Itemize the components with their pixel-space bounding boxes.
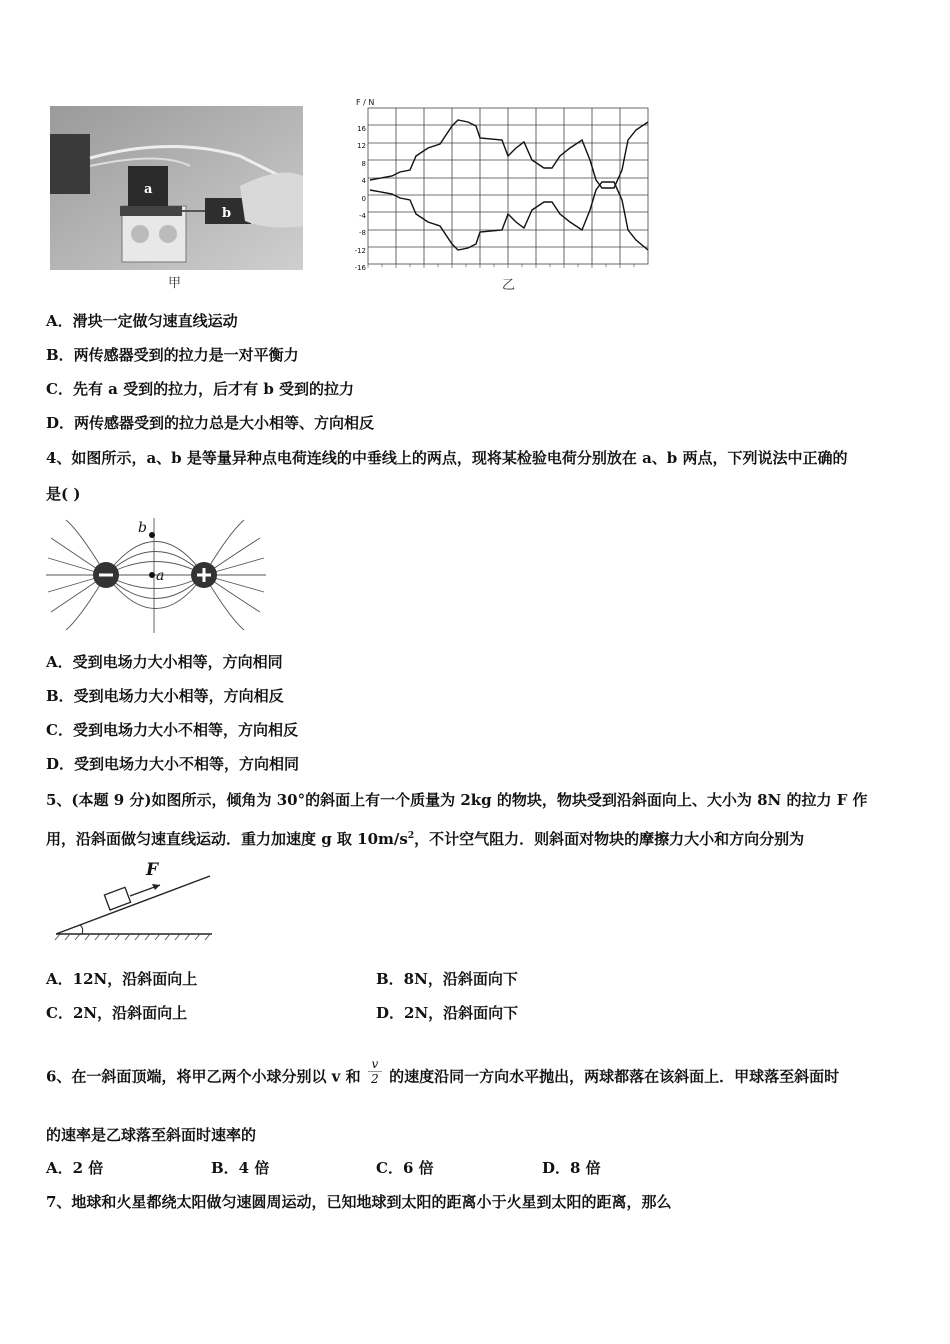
graph-y-ticks: [352, 121, 366, 278]
q5-option-a: A．12N，沿斜面向上: [46, 970, 198, 988]
graph-axis-label: F / N: [356, 98, 375, 107]
q5-option-c: C．2N，沿斜面向上: [46, 1004, 188, 1022]
photo-label-a: a: [144, 182, 153, 197]
q5-stem-line1: 5、(本题 9 分)如图所示，倾角为 30°的斜面上有一个质量为 2kg 的物块，物块受到沿斜面向上、大小为 8N 的拉力 F 作: [46, 791, 868, 809]
q4-option-a: A．受到电场力大小相等，方向相同: [46, 653, 283, 671]
tick-label: -16: [354, 264, 366, 273]
q4-option-b: B．受到电场力大小相等，方向相反: [46, 687, 284, 705]
q3-option-c: C．先有 a 受到的拉力，后才有 b 受到的拉力: [46, 380, 355, 398]
q3-option-b: B．两传感器受到的拉力是一对平衡力: [46, 346, 299, 364]
q3-option-d: D．两传感器受到的拉力总是大小相等、方向相反: [46, 414, 375, 432]
incline-force-label: F: [146, 860, 159, 880]
q5-stem-line2: [46, 826, 804, 849]
q3-option-a: A．滑块一定做匀速直线运动: [46, 312, 238, 330]
graph-caption: 乙: [502, 278, 516, 293]
q6-fraction-numerator: v: [368, 1057, 382, 1072]
field-label-b: b: [138, 520, 147, 536]
q4-stem-line2: 是( ): [46, 485, 81, 503]
q6-option-b: B．4 倍: [211, 1159, 270, 1177]
field-label-a: a: [156, 568, 165, 584]
q6-fraction: [368, 1057, 382, 1086]
q5-stem-line2-a: 用，沿斜面做匀速直线运动．重力加速度 g 取 10m/s: [46, 830, 408, 848]
q5-stem-sup: 2: [407, 831, 415, 841]
photo-label-b: b: [222, 206, 232, 221]
tick-label: 12: [357, 142, 366, 151]
incline-diagram: [52, 860, 218, 944]
q4-stem-line1: 4、如图所示，a、b 是等量异种点电荷连线的中垂线上的两点，现将某检验电荷分别放在 a、b 两点，下列说法中正确的: [46, 449, 848, 467]
tick-label: -12: [354, 246, 366, 255]
q5-option-b: B．8N，沿斜面向下: [376, 970, 518, 988]
photo-caption: 甲: [168, 276, 182, 291]
incline-figure: [52, 860, 218, 944]
electric-field-figure: [46, 518, 266, 633]
force-time-graph: [352, 100, 652, 272]
tick-label: 0: [361, 194, 366, 203]
q7-stem-line1: 7、地球和火星都绕太阳做匀速圆周运动，已知地球到太阳的距离小于火星到太阳的距离，那么: [46, 1193, 672, 1211]
q5-stem-line2-b: ，不计空气阻力．则斜面对物块的摩擦力大小和方向分别为: [414, 830, 805, 848]
tick-label: -4: [359, 212, 366, 221]
tick-label: 16: [357, 125, 366, 133]
sensor-photo: [50, 106, 303, 270]
force-graph-figure: [352, 100, 652, 272]
photo-figure: [50, 106, 303, 270]
q6-fraction-denominator: 2: [371, 1072, 379, 1086]
tick-label: 8: [361, 159, 366, 168]
q4-option-c: C．受到电场力大小不相等，方向相反: [46, 721, 298, 739]
tick-label: -8: [359, 229, 366, 238]
q6-stem-line1-a: 6、在一斜面顶端，将甲乙两个小球分别以 v 和: [46, 1067, 361, 1086]
q6-stem-line1: [46, 1057, 840, 1092]
q6-stem-line1-b: 的速度沿同一方向水平抛出，两球都落在该斜面上．甲球落至斜面时: [389, 1067, 840, 1086]
q6-option-c: C．6 倍: [376, 1159, 434, 1177]
q6-option-d: D．8 倍: [542, 1159, 601, 1177]
q4-option-d: D．受到电场力大小不相等，方向相同: [46, 755, 300, 773]
q6-option-a: A．2 倍: [46, 1159, 104, 1177]
q6-stem-line2: 的速率是乙球落至斜面时速率的: [46, 1126, 257, 1144]
q5-option-d: D．2N，沿斜面向下: [376, 1004, 519, 1022]
tick-label: 4: [361, 177, 366, 186]
